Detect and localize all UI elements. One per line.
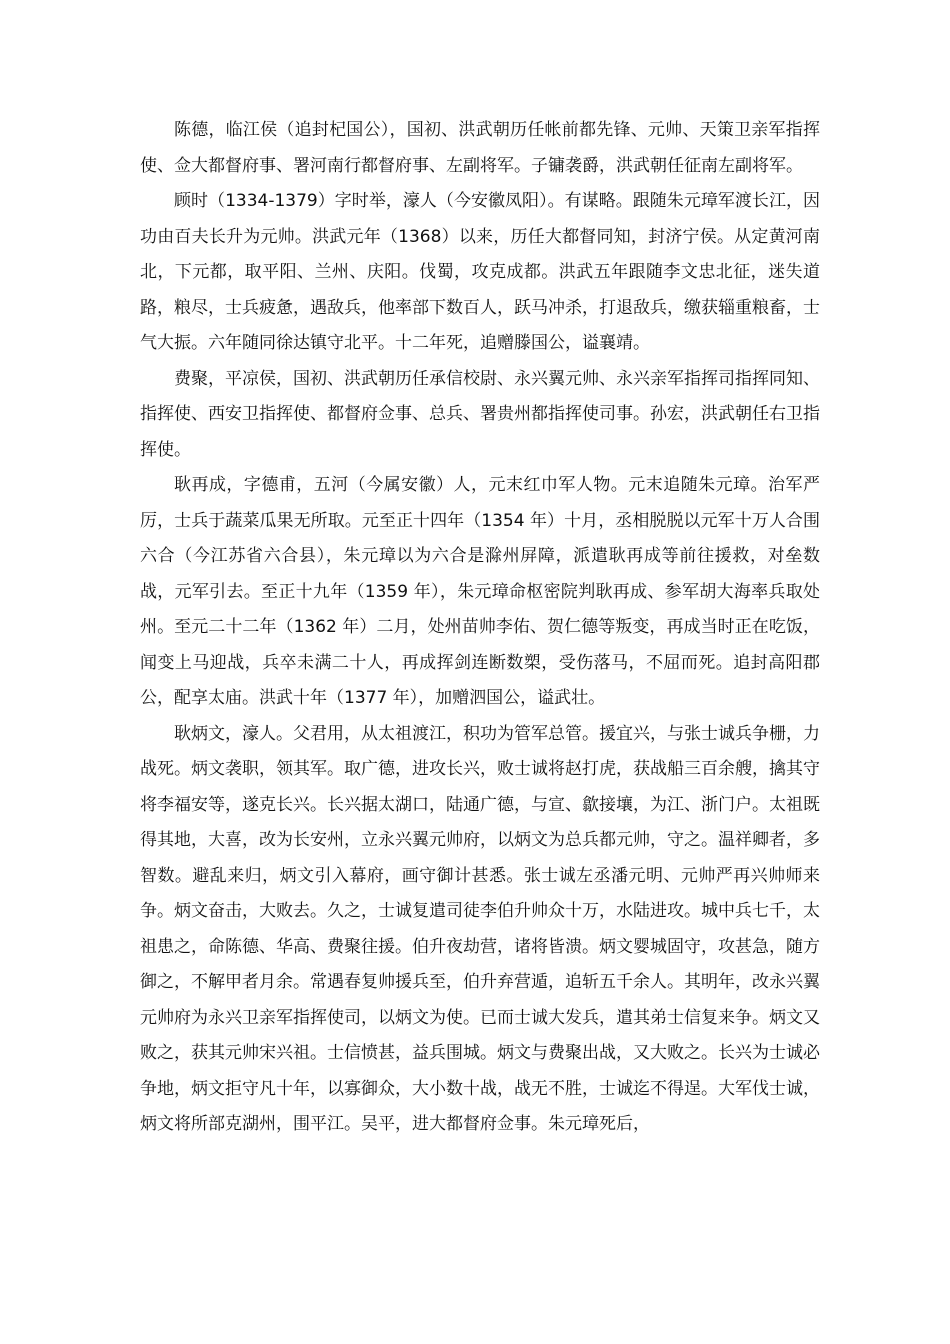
paragraph-gu-shi: 顾时（1334-1379）字时举，濠人（今安徽凤阳）。有谋略。跟随朱元璋军渡长江，因功由百夫长升为元帅。洪武元年（1368）以来，历任大都督同知，封济宁侯。从定黄河南北，下元都，取平阳、兰州、庆阳。伐蜀，攻克成都。洪武五年跟随李文忠北征，迷失道路，粮尽，士兵疲惫，遇敌兵，他率部下数百人，跃马冲杀，打退敌兵，缴获辎重粮畜，士气大振。六年随同徐达镇守北平。十二年死，追赠滕国公，谥襄靖。 — [140, 191, 820, 353]
paragraph-fei-ju: 费聚，平凉侯，国初、洪武朝历任承信校尉、永兴翼元帅、永兴亲军指挥司指挥同知、指挥使、西安卫指挥使、都督府佥事、总兵、署贵州都指挥使司事。孙宏，洪武朝任右卫指挥使。 — [140, 368, 820, 460]
paragraph-geng-bingwen: 耿炳文，濠人。父君用，从太祖渡江，积功为管军总管。援宜兴，与张士诚兵争栅，力战死。炳文袭职，领其军。取广德，进攻长兴，败士诚将赵打虎，获战船三百余艘，擒其守将李福安等，遂克长兴。长兴据太湖口，陆通广德，与宣、歙接壤，为江、浙门户。太祖既得其地，大喜，改为长安州，立永兴翼元帅府，以炳文为总兵都元帅，守之。温祥卿者，多智数。避乱来归，炳文引入幕府，画守御计甚悉。张士诚左丞潘元明、元帅严再兴帅师来争。炳文奋击，大败去。久之，士诚复遣司徒李伯升帅众十万，水陆进攻。城中兵七千，太祖患之，命陈德、华高、费聚往援。伯升夜劫营，诸将皆溃。炳文婴城固守，攻甚急，随方御之，不解甲者月余。常遇春复帅援兵至，伯升弃营遁，追斩五千余人。其明年，改永兴翼元帅府为永兴卫亲军指挥使司，以炳文为使。已而士诚大发兵，遣其弟士信复来争。炳文又败之，获其元帅宋兴祖。士信愤甚，益兵围城。炳文与费聚出战，又大败之。长兴为士诚必争地，炳文拒守凡十年，以寡御众，大小数十战，战无不胜，士诚迄不得逞。大军伐士诚，炳文将所部克湖州，围平江。吴平，进大都督府佥事。朱元璋死后， — [140, 723, 820, 1134]
paragraph-chen-de: 陈德，临江侯（追封杞国公），国初、洪武朝历任帐前都先锋、元帅、天策卫亲军指挥使、佥大都督府事、署河南行都督府事、左副将军。子镛袭爵，洪武朝任征南左副将军。 — [140, 120, 820, 176]
document-body — [140, 113, 820, 1143]
paragraph-geng-zaicheng: 耿再成，字德甫，五河（今属安徽）人，元末红巾军人物。元末追随朱元璋。治军严厉，士兵于蔬菜瓜果无所取。元至正十四年（1354 年）十月，丞相脱脱以元军十万人合围六合（今江苏省六合县），朱元璋以为六合是滁州屏障，派遣耿再成等前往援救，对垒数战，元军引去。至正十九年（1359 年），朱元璋命枢密院判耿再成、参军胡大海率兵取处州。至元二十二年（1362 年）二月，处州苗帅李佑、贺仁德等叛变，再成当时正在吃饭，闻变上马迎战，兵卒未满二十人，再成挥剑连断数槊，受伤落马，不屈而死。追封高阳郡公，配享太庙。洪武十年（1377 年），加赠泗国公，谥武壮。 — [140, 475, 820, 708]
